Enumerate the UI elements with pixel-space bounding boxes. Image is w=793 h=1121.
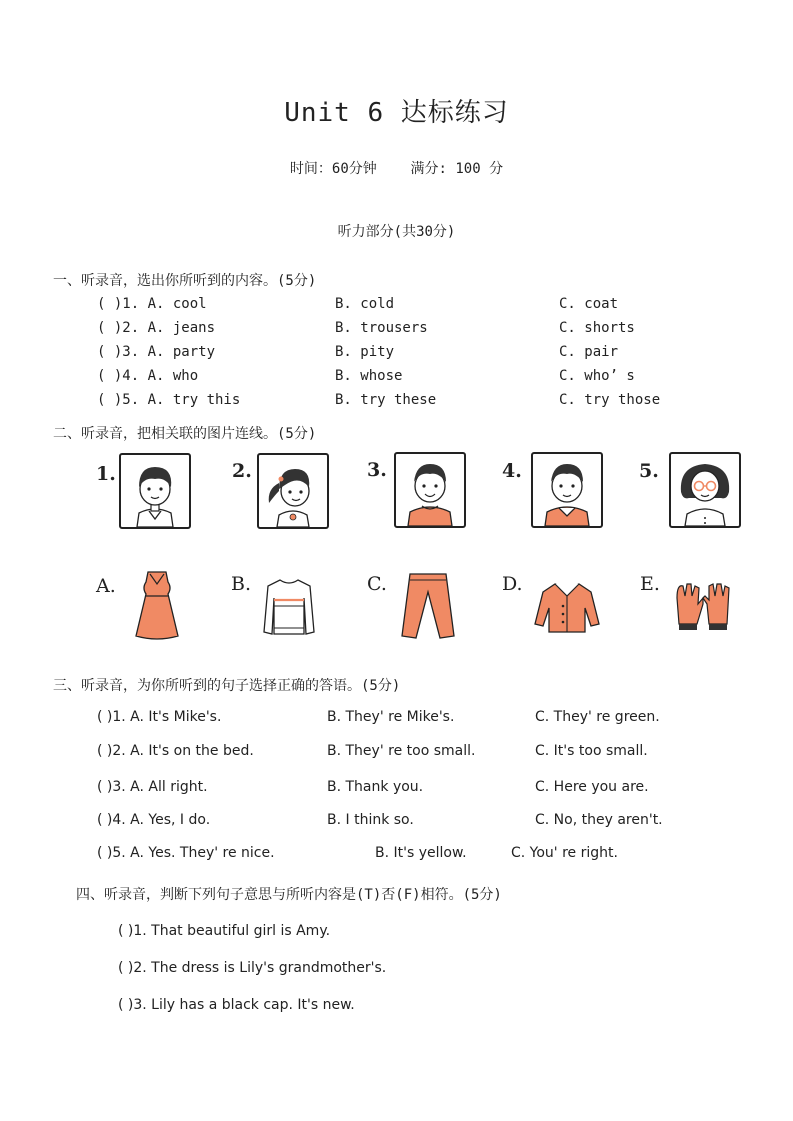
list-item: ( )3. A. All right. B. Thank you. C. Here you are. — [97, 779, 649, 795]
list-item: ( )4. A. who B. whose C. who’ s — [97, 368, 635, 384]
clothes-letter-b: B. — [231, 573, 252, 595]
list-item: ( )2. A. It's on the bed. B. They' re too small. C. It's too small. — [97, 743, 648, 759]
section2-title: 二、听录音，把相关联的图片连线。(5分) — [53, 426, 317, 442]
girl-with-ponytail-icon — [259, 455, 327, 527]
list-item: ( )1. That beautiful girl is Amy. — [118, 923, 331, 939]
exam-info — [0, 158, 793, 178]
list-item: ( )1. A. It's Mike's. B. They' re Mike's. C. They' re green. — [97, 709, 660, 725]
portrait-1 — [119, 453, 191, 529]
page-title: Unit 6 达标练习 — [284, 98, 509, 128]
section1-title: 一、听录音，选出你所听到的内容。(5分) — [53, 273, 317, 289]
clothes-letter-e: E. — [640, 573, 660, 595]
list-item: ( )5. A. Yes. They' re nice. B. It's yellow. C. You' re right. — [97, 845, 618, 861]
sweater-icon — [262, 576, 316, 638]
clothes-letter-c: C. — [367, 573, 387, 595]
clothes-letter-d: D. — [502, 573, 523, 595]
list-item: ( )5. A. try this B. try these C. try those — [97, 392, 661, 408]
section3-title: 三、听录音，为你所听到的句子选择正确的答语。(5分) — [53, 678, 401, 694]
list-item: ( )1. A. cool B. cold C. coat — [97, 296, 619, 312]
portrait-3 — [394, 452, 466, 528]
picture-number-3: 3. — [367, 459, 387, 481]
boy-in-jacket-icon — [533, 454, 601, 526]
picture-number-5: 5. — [639, 460, 659, 482]
boy-with-collar-icon — [121, 455, 189, 527]
list-item: ( )2. A. jeans B. trousers C. shorts — [97, 320, 635, 336]
section4-title: 四、听录音，判断下列句子意思与所听内容是(T)否(F)相符。(5分) — [76, 887, 502, 903]
full-score: 满分: 100 分 — [410, 161, 504, 177]
dress-icon — [128, 568, 186, 642]
clothes-letter-a: A. — [96, 575, 116, 597]
boy-in-sweater-icon — [396, 454, 464, 526]
woman-with-glasses-icon — [671, 454, 739, 526]
picture-number-2: 2. — [232, 460, 252, 482]
part-title: 听力部分(共30分) — [337, 224, 456, 240]
coat-icon — [533, 580, 601, 636]
list-item: ( )2. The dress is Lily's grandmother's. — [118, 960, 387, 976]
picture-number-1: 1. — [96, 463, 116, 485]
trousers-icon — [398, 570, 458, 642]
list-item: ( )3. A. party B. pity C. pair — [97, 344, 619, 360]
portrait-5 — [669, 452, 741, 528]
picture-number-4: 4. — [502, 460, 522, 482]
portrait-4 — [531, 452, 603, 528]
time-limit: 时间：60分钟 — [289, 161, 377, 177]
list-item: ( )3. Lily has a black cap. It's new. — [118, 997, 355, 1013]
gloves-icon — [671, 580, 735, 634]
list-item: ( )4. A. Yes, I do. B. I think so. C. No, they aren't. — [97, 812, 663, 828]
portrait-2 — [257, 453, 329, 529]
